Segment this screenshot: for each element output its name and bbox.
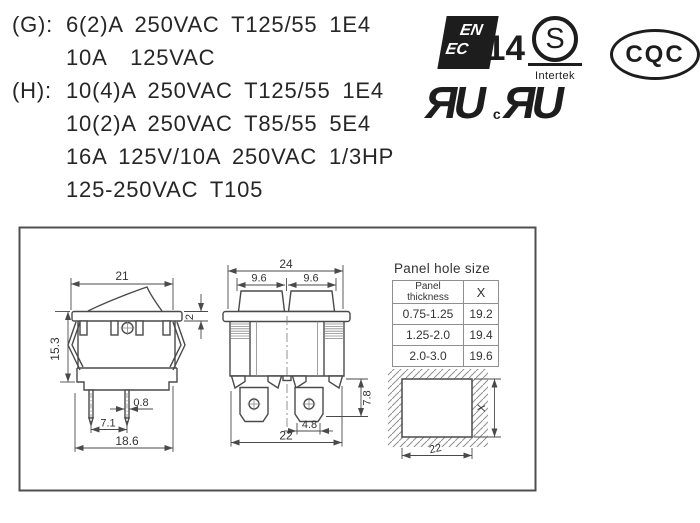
cell-x: 19.4 xyxy=(464,325,499,346)
intertek-wordmark: Intertek xyxy=(535,69,575,82)
dim-width-bottom: 18.6 xyxy=(115,434,139,448)
rating-h-line-3: 16A 125V/10A 250VAC 1/3HP xyxy=(66,144,395,169)
cqc-label: CQC xyxy=(625,40,685,68)
dim-bezel-thickness: 2 xyxy=(184,313,196,321)
ul-canada-c-label: c xyxy=(492,106,501,122)
dim-pin-width: 0.8 xyxy=(133,397,149,409)
side-view-drawing xyxy=(48,269,208,452)
ul-recognized-icon: ЯU xyxy=(421,77,488,128)
cell-thickness: 2.0-3.0 xyxy=(393,346,464,367)
dim-pin-pitch: 7.1 xyxy=(100,417,116,430)
dim-width-total: 24 xyxy=(279,257,293,271)
table-row xyxy=(393,304,499,325)
dim-rocker-left: 9.6 xyxy=(251,272,267,285)
front-view-drawing xyxy=(223,257,374,447)
cell-x: 19.6 xyxy=(464,346,499,367)
enec-text-ec: EC xyxy=(444,41,470,59)
rating-h-line-1: 10(4)A 250VAC T125/55 1E4 xyxy=(66,78,384,103)
dim-height: 15.3 xyxy=(48,337,62,361)
rating-g-label: (G): xyxy=(12,12,54,37)
dim-terminal-length: 7.8 xyxy=(361,390,374,406)
table-row xyxy=(393,325,499,346)
table-row xyxy=(393,346,499,367)
rating-h-label: (H): xyxy=(12,78,52,103)
col-header-panel-thickness: Panel thickness xyxy=(393,281,464,304)
enec-text-en: EN xyxy=(458,22,484,39)
col-header-x: X xyxy=(464,281,499,304)
cell-thickness: 1.25-2.0 xyxy=(393,325,464,346)
panel-hole-size-title: Panel hole size xyxy=(394,261,491,276)
dim-terminal-width: 4.8 xyxy=(301,419,318,431)
panel-hole-size-table xyxy=(392,280,499,367)
dim-cutout-width: 22 xyxy=(428,441,443,457)
enec-number: 14 xyxy=(486,29,525,68)
dim-rocker-right: 9.6 xyxy=(303,272,319,285)
rating-g-line-1: 6(2)A 250VAC T125/55 1E4 xyxy=(66,12,371,37)
dim-cutout-height: X xyxy=(476,404,488,412)
dim-width-top: 21 xyxy=(115,269,129,283)
cell-x: 19.2 xyxy=(464,304,499,325)
panel-cutout-drawing xyxy=(388,369,501,459)
table-header-row xyxy=(393,281,499,304)
rating-g-line-2: 10A 125VAC xyxy=(66,45,216,70)
ul-recognized-icon: ЯU xyxy=(499,77,565,128)
rating-h-line-4: 125-250VAC T105 xyxy=(66,177,264,202)
intertek-s-letter: S xyxy=(545,22,565,55)
rating-h-line-2: 10(2)A 250VAC T85/55 5E4 xyxy=(66,111,371,136)
cell-thickness: 0.75-1.25 xyxy=(393,304,464,325)
dim-front-width-bottom: 22 xyxy=(279,428,293,443)
